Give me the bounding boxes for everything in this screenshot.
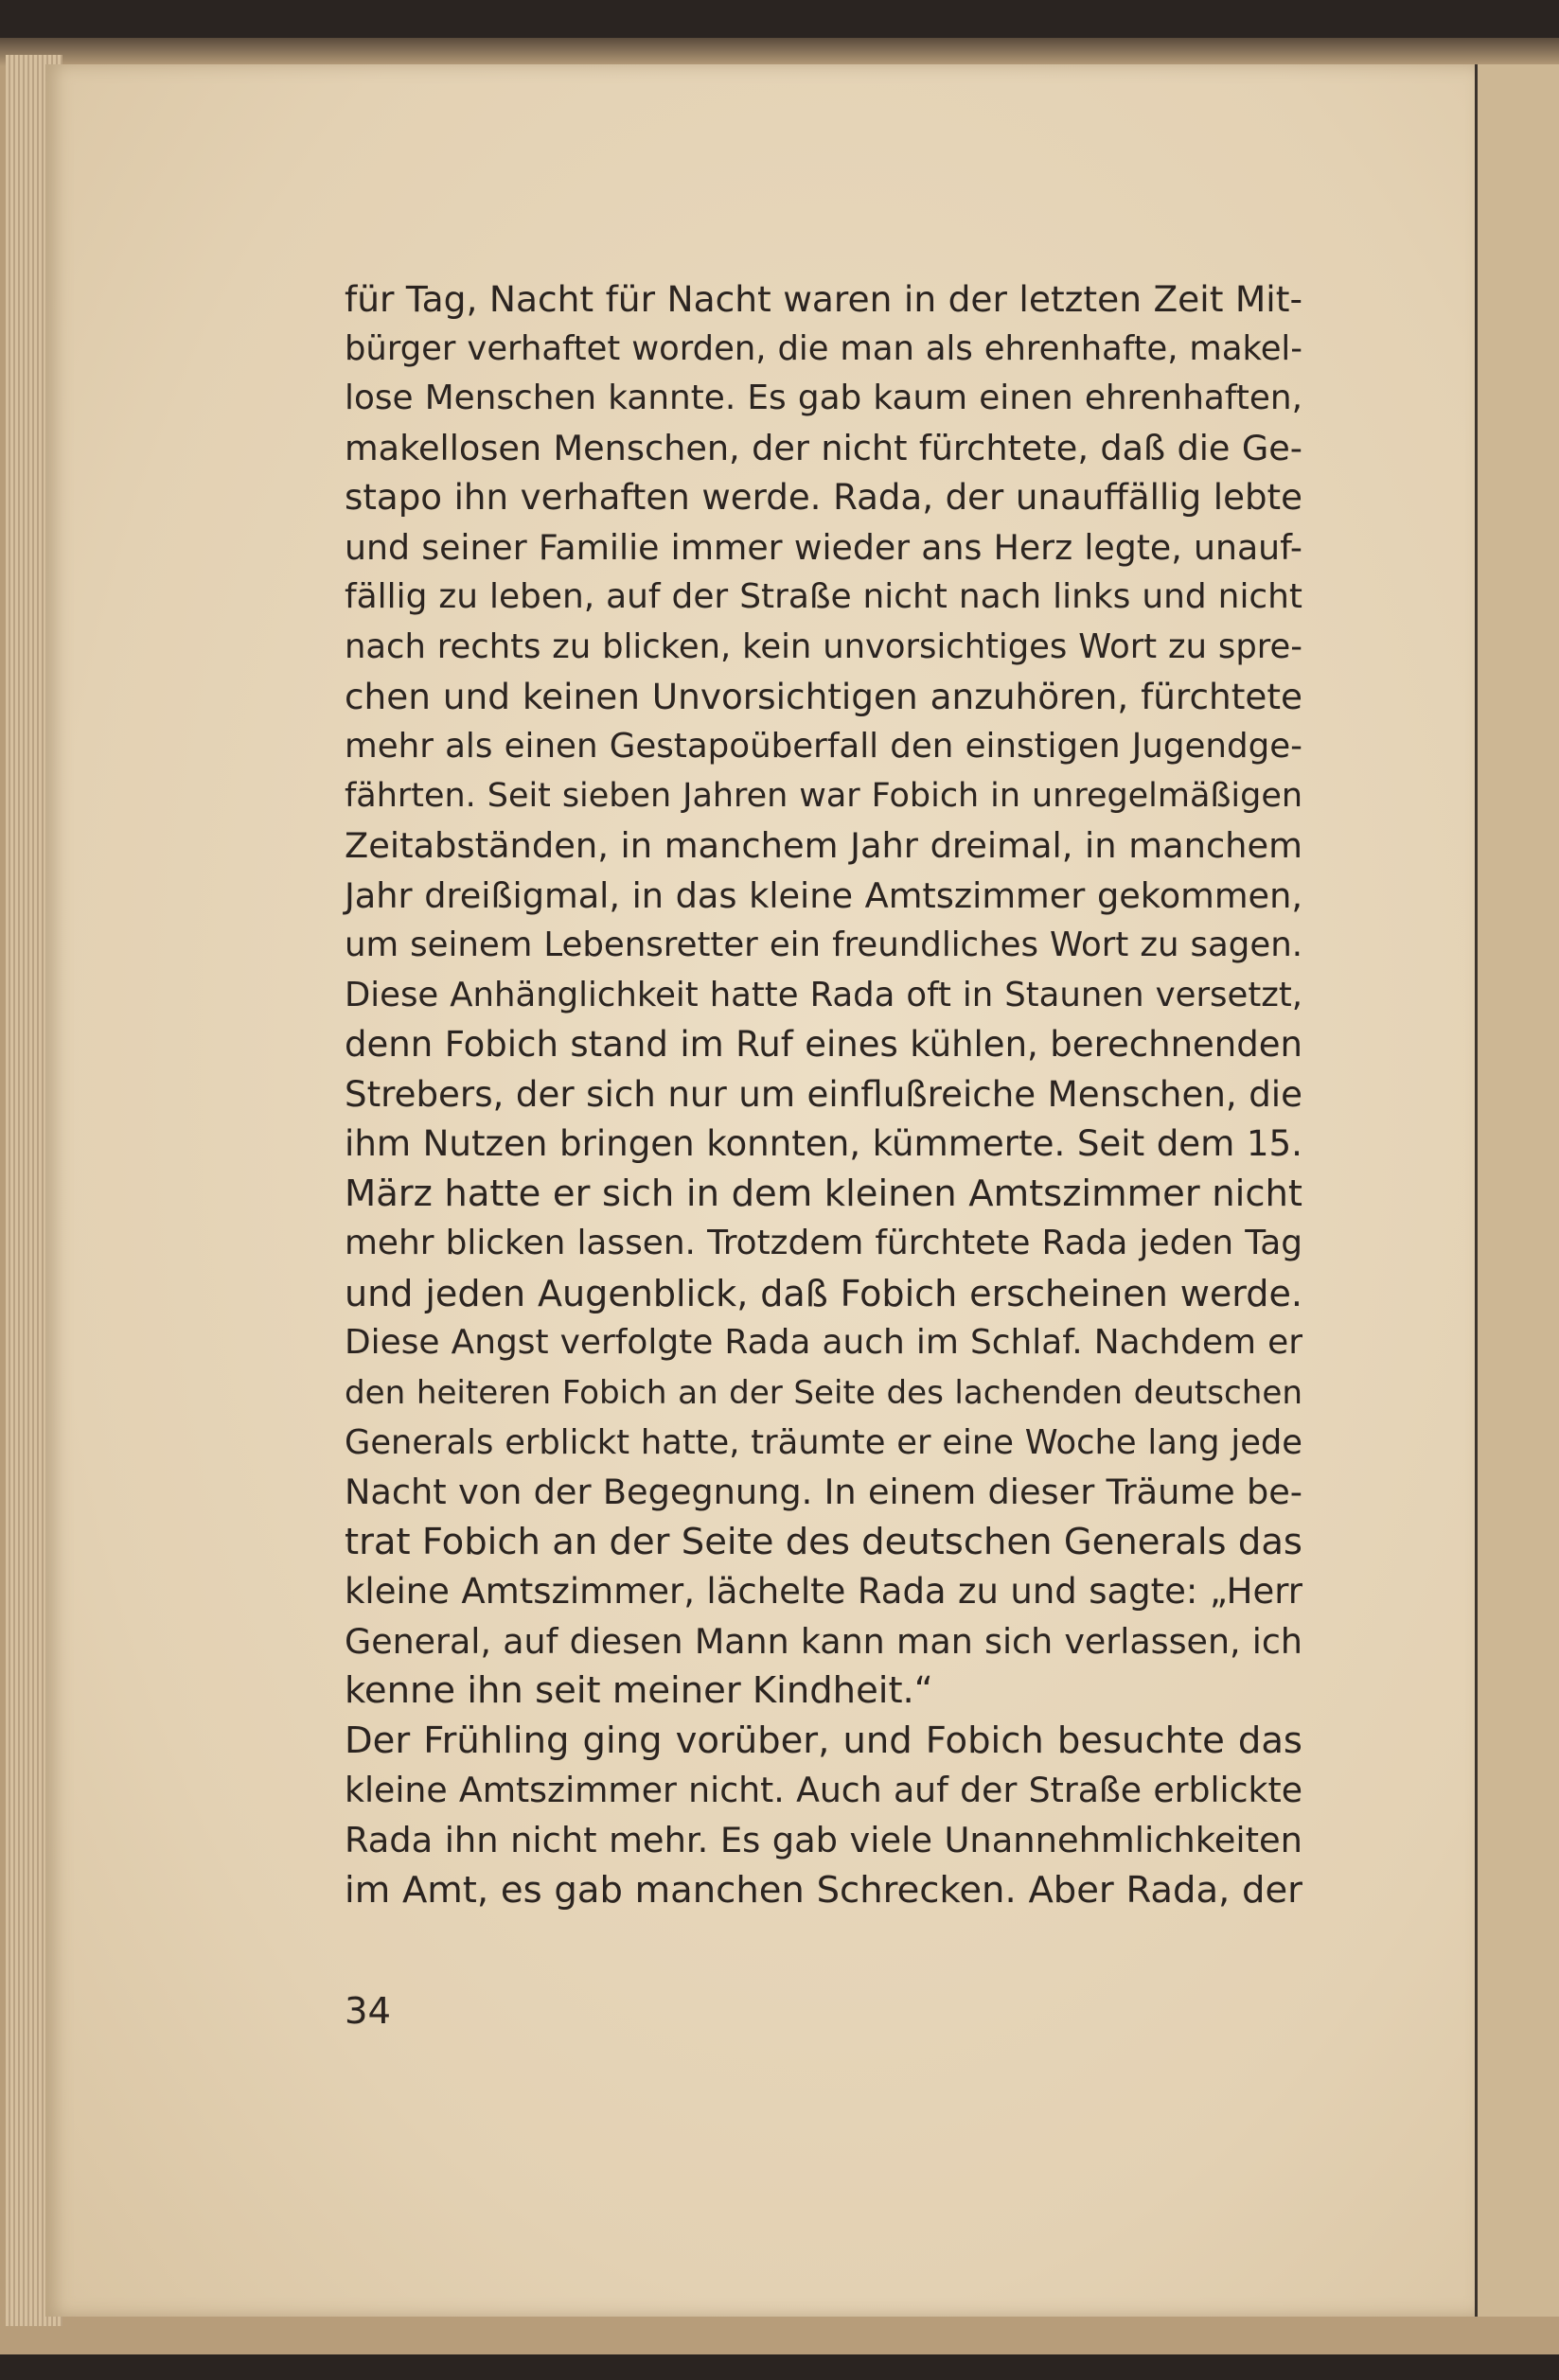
text-line: für Tag, Nacht für Nacht waren in der letzten Zeit Mit- <box>345 278 1302 320</box>
text-line: trat Fobich an der Seite des deutschen Generals das <box>345 1520 1302 1563</box>
text-line: kleine Amtszimmer, lächelte Rada zu und sagte: „Herr <box>345 1571 1302 1613</box>
text-line: kleine Amtszimmer nicht. Auch auf der Straße erblickte <box>345 1770 1302 1811</box>
text-line: denn Fobich stand im Ruf eines kühlen, berechnenden <box>345 1024 1302 1066</box>
text-line: Jahr dreißigmal, in das kleine Amtszimmer gekommen, <box>345 874 1302 916</box>
text-line: Diese Anhänglichkeit hatte Rada oft in Staunen versetzt, <box>345 975 1302 1014</box>
text-line: Diese Angst verfolgte Rada auch im Schlaf. Nachdem er <box>345 1323 1302 1363</box>
text-line: und jeden Augenblick, daß Fobich erscheinen werde. <box>345 1272 1302 1314</box>
text-line: makellosen Menschen, der nicht fürchtete, daß die Ge- <box>345 427 1302 468</box>
text-line: März hatte er sich in dem kleinen Amtszimmer nicht <box>345 1172 1302 1215</box>
text-line: fährten. Seit sieben Jahren war Fobich in unregelmäßigen <box>345 777 1302 816</box>
text-line: und seiner Familie immer wieder ans Herz legte, unauf- <box>345 526 1302 568</box>
text-line: bürger verhaftet worden, die man als ehrenhafte, makel- <box>345 328 1302 368</box>
body-text <box>345 274 1302 1915</box>
text-line: mehr als einen Gestapoüberfall den einstigen Jugendge- <box>345 726 1302 766</box>
text-line: Zeitabständen, in manchem Jahr dreimal, in manchem <box>345 825 1302 867</box>
book-top-edge <box>0 38 1559 66</box>
text-line: Der Frühling ging vorüber, und Fobich besuchte das <box>345 1719 1302 1762</box>
facing-cover-board <box>1475 64 1559 2317</box>
text-line: mehr blicken lassen. Trotzdem fürchtete Rada jeden Tag <box>345 1224 1302 1263</box>
text-line: chen und keinen Unvorsichtigen anzuhören, fürchtete <box>345 676 1302 718</box>
text-line: Strebers, der sich nur um einflußreiche Menschen, die <box>345 1073 1302 1115</box>
text-line: Nacht von der Begegnung. In einem dieser Träume be- <box>345 1472 1302 1513</box>
text-line: lose Menschen kannte. Es gab kaum einen ehrenhaften, <box>345 379 1302 418</box>
text-line: fällig zu leben, auf der Straße nicht nach links und nicht <box>345 577 1302 617</box>
text-line: General, auf diesen Mann kann man sich verlassen, ich <box>345 1620 1302 1662</box>
text-line: nach rechts zu blicken, kein unvorsichtiges Wort zu spre- <box>345 626 1302 666</box>
text-line: um seinem Lebensretter ein freundliches Wort zu sagen. <box>345 926 1302 965</box>
text-line: Generals erblickt hatte, träumte er eine Woche lang jede <box>345 1422 1302 1462</box>
text-line: ihm Nutzen bringen konnten, kümmerte. Seit dem 15. <box>345 1123 1302 1165</box>
text-line: den heiteren Fobich an der Seite des lachenden deutschen <box>345 1374 1302 1413</box>
text-line: stapo ihn verhaften werde. Rada, der unauffällig lebte <box>345 477 1302 519</box>
text-line: Rada ihn nicht mehr. Es gab viele Unannehmlichkeiten <box>345 1819 1302 1860</box>
page-number: 34 <box>345 1990 391 2033</box>
text-line: im Amt, es gab manchen Schrecken. Aber Rada, der <box>345 1868 1302 1912</box>
text-line: kenne ihn seit meiner Kindheit.“ <box>345 1669 933 1713</box>
